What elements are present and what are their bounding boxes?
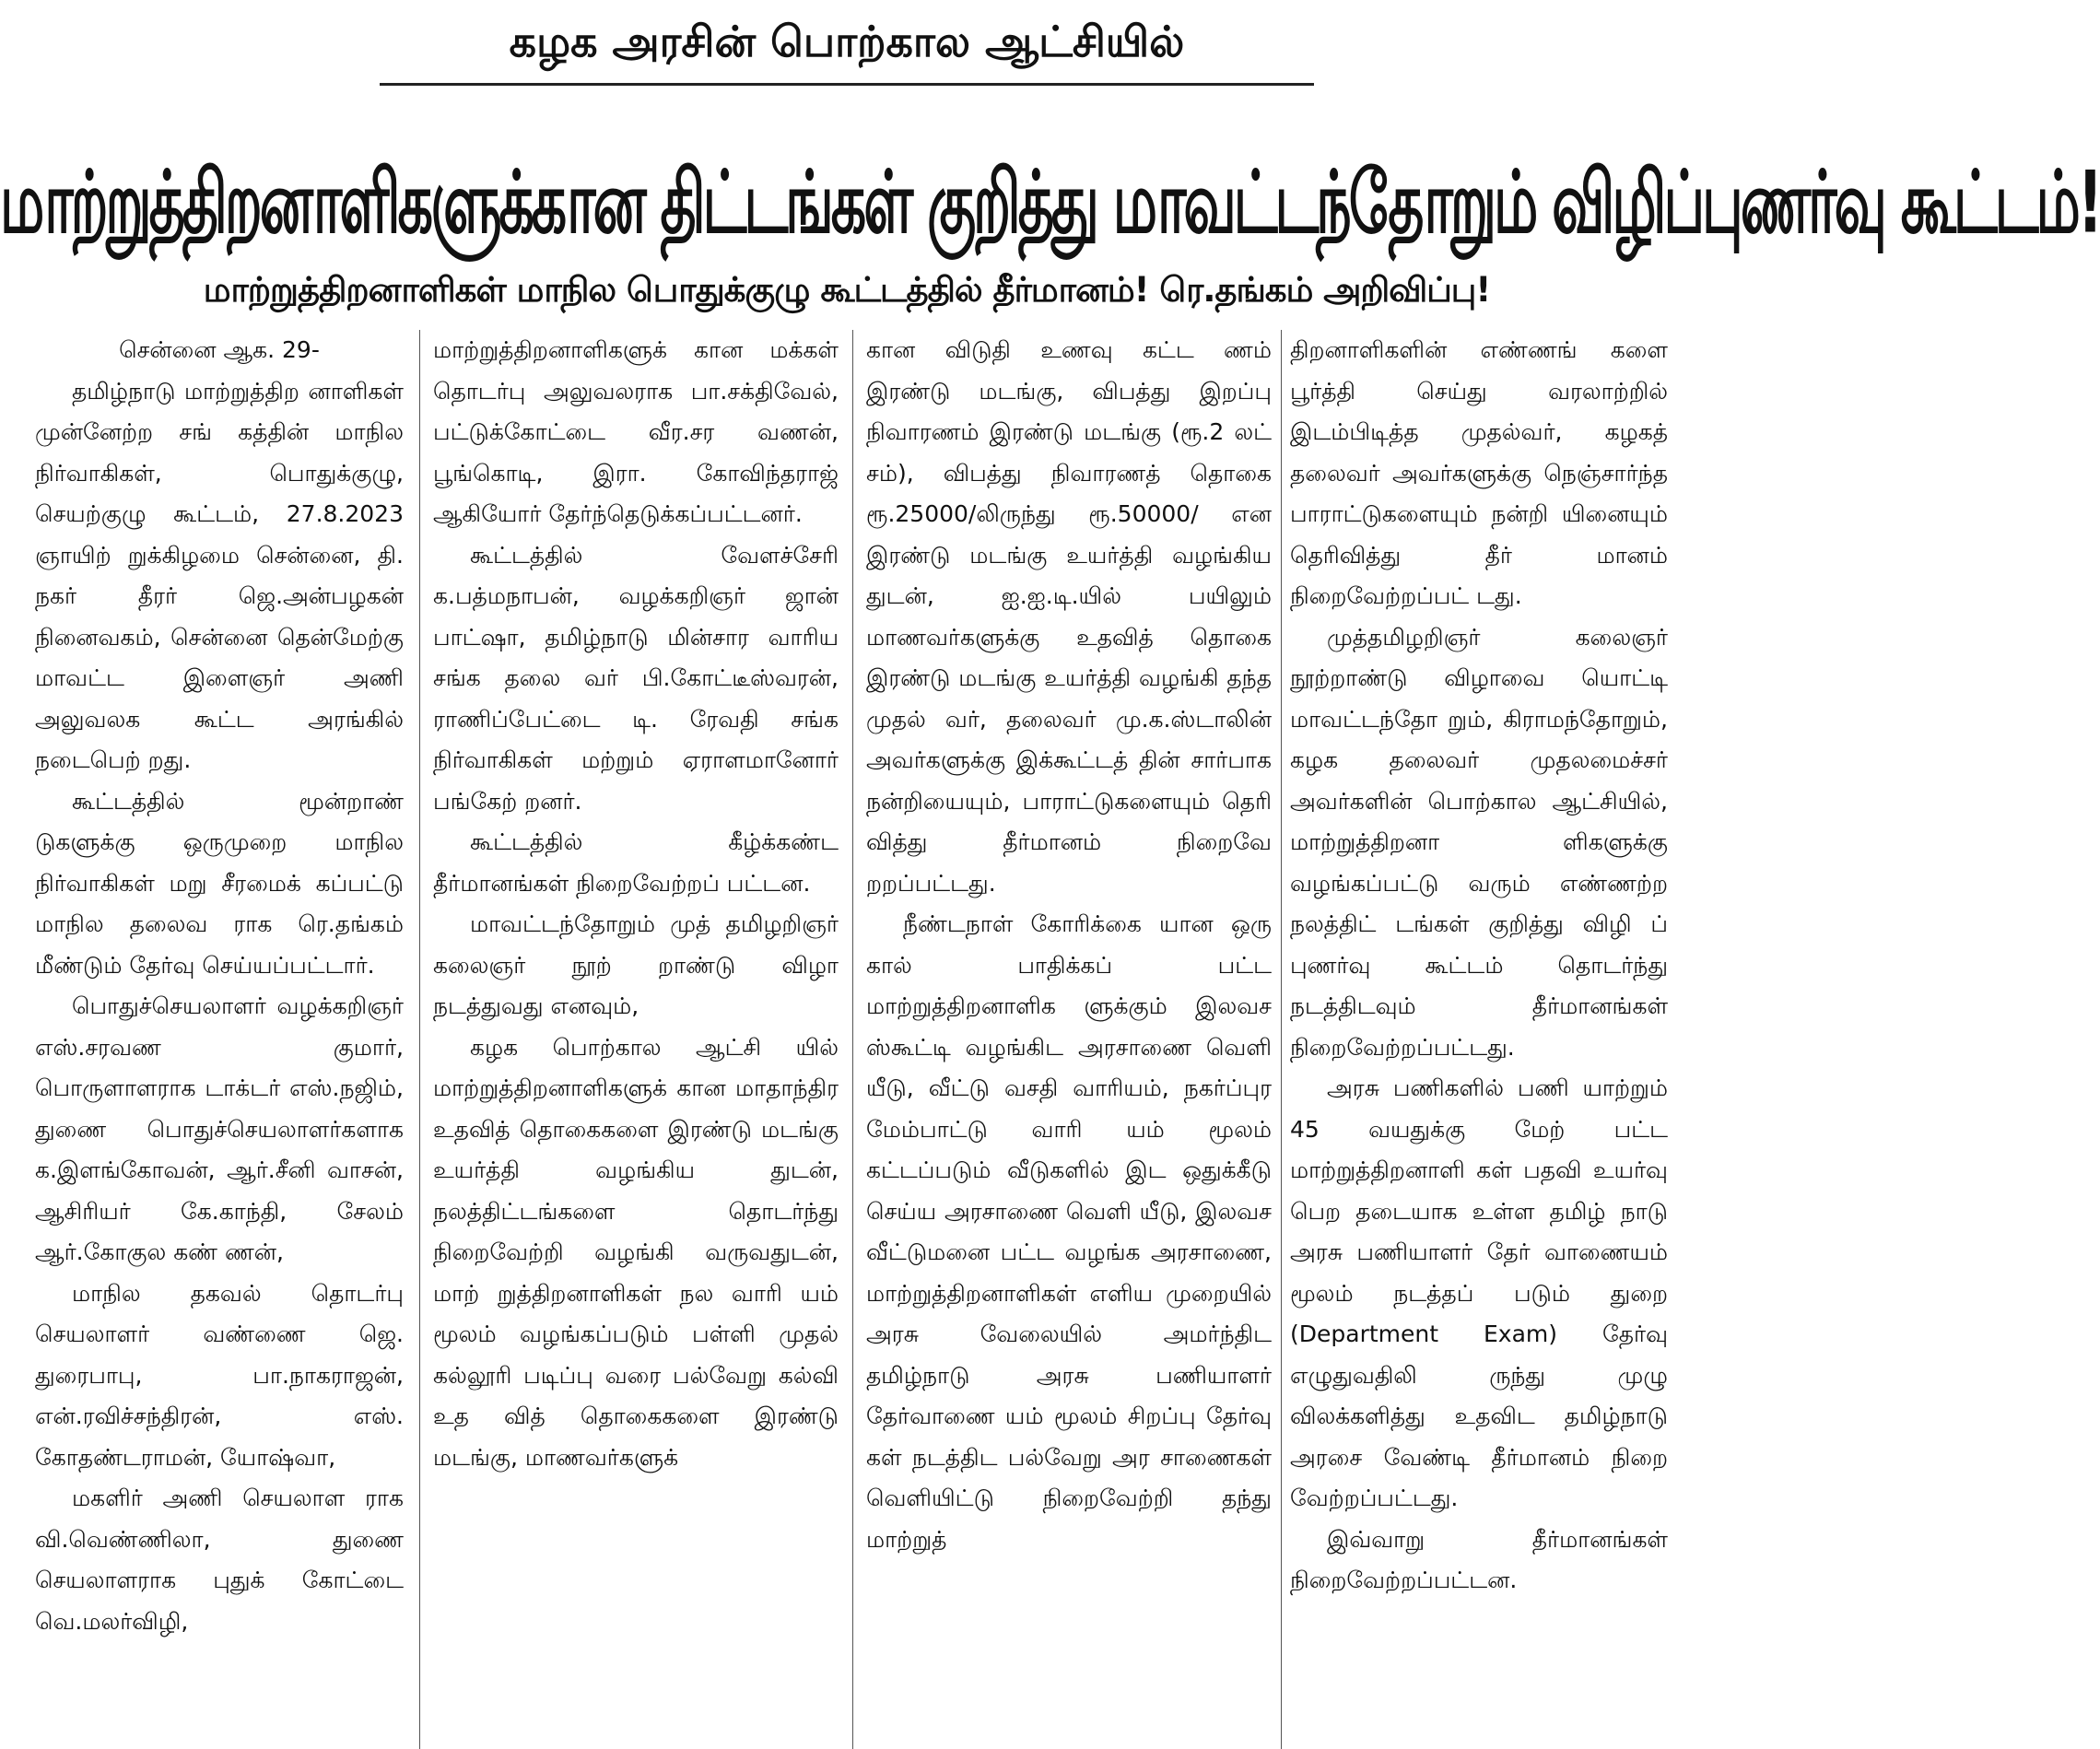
paragraph: மாநில தகவல் தொடர்பு செயலாளர் வண்ணை ஜெ. துரைபாபு, பா.நாகராஜன், என்.ரவிச்சந்திரன், எஸ். கோதண்டராமன், யோஷ்வா, — [35, 1279, 404, 1471]
paragraph: மாவட்டந்தோறும் முத் தமிழறிஞர் கலைஞர் நூற் றாண்டு விழா நடத்துவது எனவும், — [433, 910, 839, 1019]
subheadline: மாற்றுத்திறனாளிகள் மாநில பொதுக்குழு கூட்டத்தில் தீர்மானம்! ரெ.தங்கம் அறிவிப்பு! — [203, 270, 1491, 310]
paragraph: இவ்வாறு தீர்மானங்கள் நிறைவேற்றப்பட்டன. — [1290, 1525, 1668, 1593]
paragraph: கான விடுதி உணவு கட்ட ணம் இரண்டு மடங்கு, விபத்து இறப்பு நிவாரணம் இரண்டு மடங்கு (ரூ.2 லட் சம்), விபத்து நிவாரணத் தொகை ரூ.25000/லிருந்து ரூ.50000/ என இரண்டு மடங்கு உயர்த்தி வழங்கிய துடன், ஐ.ஐ.டி.யில் பயிலும் மாணவர்களுக்கு உதவித் தொகை இரண்டு மடங்கு உயர்த்தி வழங்கி தந்த முதல் வர், தலைவர் மு.க.ஸ்டாலின் அவர்களுக்கு இக்கூட்டத் தின் சார்பாக நன்றியையும், பாராட்டுகளையும் தெரி வித்து தீர்மானம் நிறைவே றறப்பட்டது. — [866, 336, 1272, 897]
paragraph: திறனாளிகளின் எண்ணங் களை பூர்த்தி செய்து வரலாற்றில் இடம்பிடித்த முதல்வர், கழகத் தலைவர் அவர்களுக்கு நெஞ்சார்ந்த பாராட்டுகளையும் நன்றி யினையும் தெரிவித்து தீர் மானம் நிறைவேற்றப்பட் டது. — [1290, 336, 1668, 609]
paragraph: முத்தமிழறிஞர் கலைஞர் நூற்றாண்டு விழாவை யொட்டி மாவட்டந்தோ றும், கிராமந்தோறும், கழக தலைவர் முதலமைச்சர் அவர்களின் பொற்கால ஆட்சியில், மாற்றுத்திறனா ளிகளுக்கு வழங்கப்பட்டு வரும் எண்ணற்ற நலத்திட் டங்கள் குறித்து விழி ப் புணர்வு கூட்டம் தொடர்ந்து நடத்திடவும் தீர்மானங்கள் நிறைவேற்றப்பட்டது. — [1290, 623, 1668, 1061]
kicker: கழக அரசின் பொற்கால ஆட்சியில் — [509, 17, 1185, 66]
column-divider — [852, 330, 853, 1749]
column-4 — [1290, 330, 1668, 1749]
paragraph: கழக பொற்கால ஆட்சி யில் மாற்றுத்திறனாளிகளுக் கான மாதாந்திர உதவித் தொகைகளை இரண்டு மடங்கு உயர்த்தி வழங்கிய துடன், நலத்திட்டங்களை தொடர்ந்து நிறைவேற்றி வழங்கி வருவதுடன், மாற் றுத்திறனாளிகள் நல வாரி யம் மூலம் வழங்கப்படும் பள்ளி முதல் கல்லூரி படிப்பு வரை பல்வேறு கல்வி உத வித் தொகைகளை இரண்டு மடங்கு, மாணவர்களுக் — [433, 1033, 839, 1471]
paragraph: மாற்றுத்திறனாளிகளுக் கான மக்கள் தொடர்பு அலுவலராக பா.சக்திவேல், பட்டுக்கோட்டை வீர.சர வணன், பூங்கொடி, இரா. கோவிந்தராஜ் ஆகியோர் தேர்ந்தெடுக்கப்பட்டனர். — [433, 336, 839, 527]
paragraph: கூட்டத்தில் மூன்றாண் டுகளுக்கு ஒருமுறை மாநில நிர்வாகிகள் மறு சீரமைக் கப்பட்டு மாநில தலைவ ராக ரெ.தங்கம் மீண்டும் தேர்வு செய்யப்பட்டார். — [35, 787, 404, 979]
paragraph: கூட்டத்தில் வேளச்சேரி க.பத்மநாபன், வழக்கறிஞர் ஜான் பாட்ஷா, தமிழ்நாடு மின்சார வாரிய சங்க தலை வர் பி.கோட்டீஸ்வரன், ராணிப்பேட்டை டி. ரேவதி சங்க நிர்வாகிகள் மற்றும் ஏராளமானோர் பங்கேற் றனர். — [433, 541, 839, 815]
column-3 — [866, 330, 1272, 1749]
column-2 — [433, 330, 839, 1749]
kicker-rule — [380, 83, 1314, 86]
paragraph: நீண்டநாள் கோரிக்கை யான ஒரு கால் பாதிக்கப் பட்ட மாற்றுத்திறனாளிக ளுக்கும் இலவச ஸ்கூட்டி வழங்கிட அரசாணை வெளி யீடு, வீட்டு வசதி வாரியம், நகர்ப்புர மேம்பாட்டு வாரி யம் மூலம் கட்டப்படும் வீடுகளில் இட ஒதுக்கீடு செய்ய அரசாணை வெளி யீடு, இலவச வீட்டுமனை பட்ட வழங்க அரசாணை, மாற்றுத்திறனாளிகள் எளிய முறையில் அரசு வேலையில் அமர்ந்திட தமிழ்நாடு அரசு பணியாளர் தேர்வாணை யம் மூலம் சிறப்பு தேர்வு கள் நடத்திட பல்வேறு அர சாணைகள் வெளியிட்டு நிறைவேற்றி தந்து மாற்றுத் — [866, 910, 1272, 1553]
column-divider — [1281, 330, 1282, 1749]
paragraph: தமிழ்நாடு மாற்றுத்திற னாளிகள் முன்னேற்ற சங் கத்தின் மாநில நிர்வாகிகள், பொதுக்குழு, செயற்குழு கூட்டம், 27.8.2023 ஞாயிற் றுக்கிழமை சென்னை, தி. நகர் தீரர் ஜெ.அன்பழகன் நினைவகம், சென்னை தென்மேற்கு மாவட்ட இளைஞர் அணி அலுவலக கூட்ட அரங்கில் நடைபெற் றது. — [35, 377, 404, 773]
column-divider — [419, 330, 420, 1749]
article-body — [0, 330, 1694, 1749]
paragraph: மகளிர் அணி செயலாள ராக வி.வெண்ணிலா, துணை செயலாளராக புதுக் கோட்டை வெ.மலர்விழி, — [35, 1485, 404, 1635]
column-1 — [35, 330, 404, 1749]
headline: மாற்றுத்திறனாளிகளுக்கான திட்டங்கள் குறித்து மாவட்டந்தோறும் விழிப்புணர்வு கூட்டம்! — [0, 153, 2100, 253]
paragraph: அரசு பணிகளில் பணி யாற்றும் 45 வயதுக்கு மேற் பட்ட மாற்றுத்திறனாளி கள் பதவி உயர்வு பெற தடையாக உள்ள தமிழ் நாடு அரசு பணியாளர் தேர் வாணையம் மூலம் நடத்தப் படும் துறை (Department Exam) தேர்வு எழுதுவதிலி ருந்து முழு விலக்களித்து உதவிட தமிழ்நாடு அரசை வேண்டி தீர்மானம் நிறை வேற்றப்பட்டது. — [1290, 1074, 1668, 1511]
dateline: சென்னை ஆக. 29- — [119, 336, 320, 363]
paragraph: கூட்டத்தில் கீழ்க்கண்ட தீர்மானங்கள் நிறைவேற்றப் பட்டன. — [433, 828, 839, 897]
paragraph: பொதுச்செயலாளர் வழக்கறிஞர் எஸ்.சரவண குமார், பொருளாளராக டாக்டர் எஸ்.நஜிம், துணை பொதுச்செயலாளர்களாக க.இளங்கோவன், ஆர்.சீனி வாசன், ஆசிரியர் கே.காந்தி, சேலம் ஆர்.கோகுல கண் ணன், — [35, 992, 404, 1265]
